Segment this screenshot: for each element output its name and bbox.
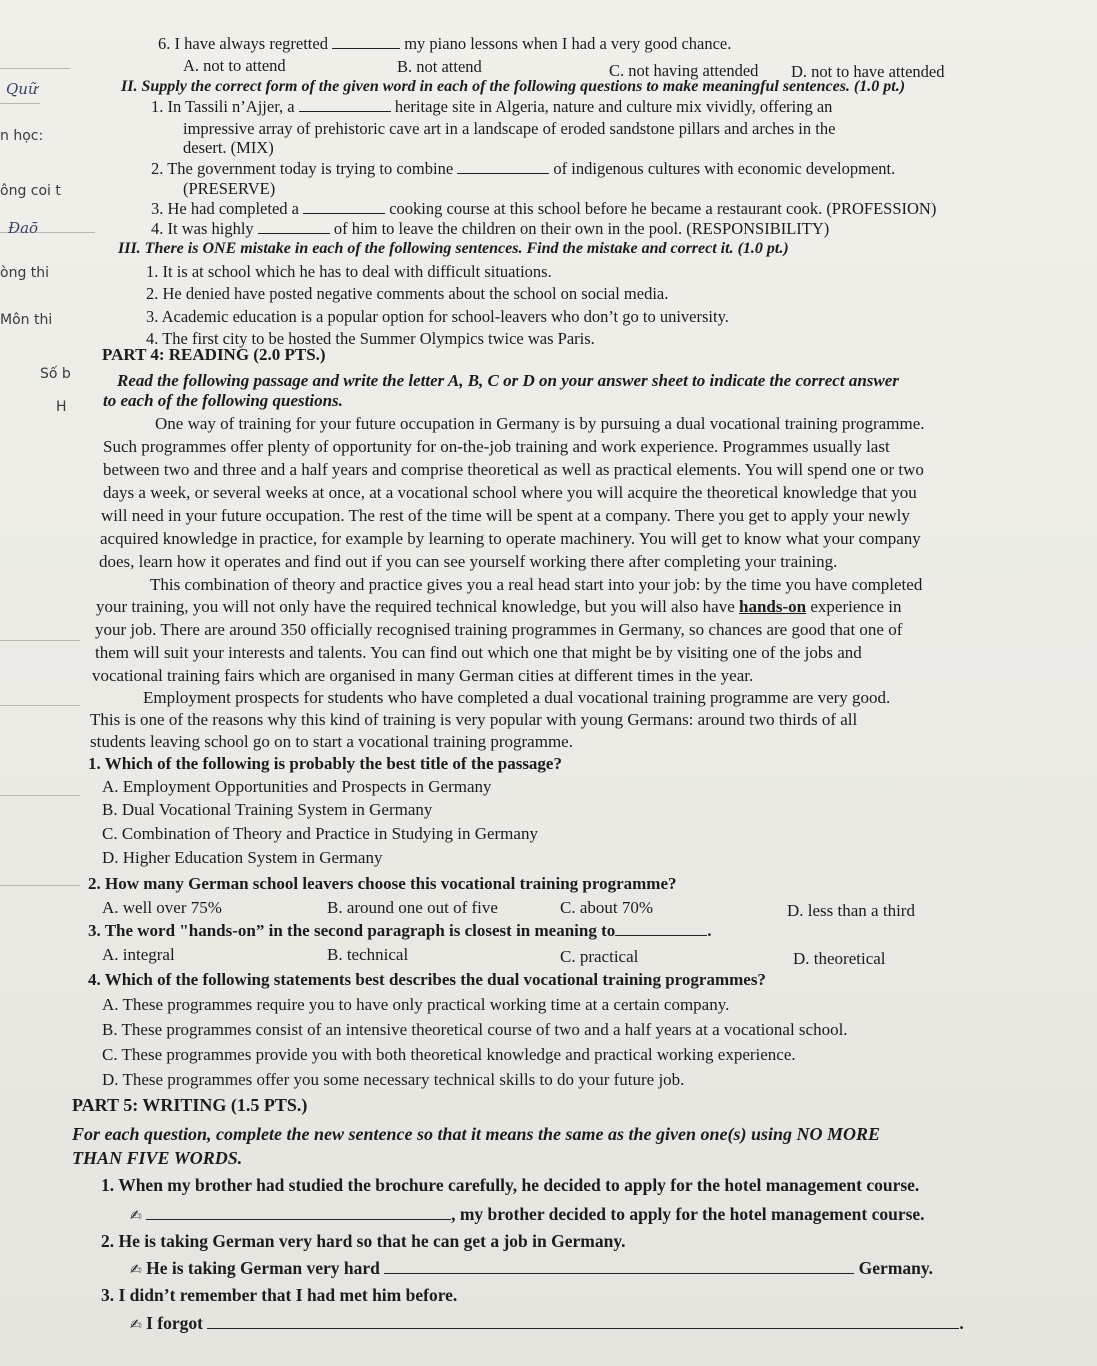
option-a: A. These programmes require you to have only practical working time at a certain company.	[102, 995, 730, 1014]
item-number: 1.	[146, 262, 159, 281]
pen-icon: ✍	[130, 1262, 142, 1278]
item-text: I didn’t remember that I had met him before.	[118, 1285, 458, 1305]
answer-blank[interactable]	[384, 1261, 854, 1274]
passage-text: experience in	[810, 597, 902, 616]
highlighted-word: hands-on	[188, 921, 256, 940]
answer-prefix: I forgot	[146, 1313, 203, 1333]
margin-rule	[0, 640, 80, 641]
handwriting-mark: Đaō	[8, 219, 39, 237]
writing-item-1	[101, 1175, 919, 1196]
margin-text: òng thi	[0, 265, 50, 281]
margin-text: Số b	[40, 366, 71, 382]
margin-rule	[0, 795, 80, 796]
part-5-instruction: For each question, complete the new sentence so that it means the same as the given one(s) using NO MORE	[72, 1124, 881, 1144]
passage-line: One way of training for your future occupation in Germany is by pursuing a dual vocational training programme.	[155, 414, 925, 433]
margin-rule	[0, 885, 80, 886]
answer-suffix: .	[959, 1313, 964, 1333]
answer-prefix: He is taking German very hard	[146, 1258, 380, 1278]
sec2-item-2-line1	[151, 159, 895, 179]
writing-answer-2	[130, 1258, 933, 1279]
reading-question-1: 1. Which of the following is probably the best title of the passage?	[88, 754, 562, 773]
passage-line: This combination of theory and practice gives you a real head start into your job: by the time you have completed	[150, 575, 923, 594]
passage-line: acquired knowledge in practice, for example by learning to operate machinery. You will get to know what your company	[100, 529, 921, 548]
highlighted-word: hands-on	[739, 597, 807, 616]
answer-suffix: , my brother decided to apply for the hotel management course.	[451, 1204, 925, 1224]
passage-line: Employment prospects for students who have completed a dual vocational training programme are very good.	[143, 688, 891, 707]
sec3-item-2	[146, 284, 668, 304]
writing-answer-3	[130, 1313, 964, 1334]
handwriting-mark: Quữ	[6, 80, 38, 98]
section-2-title: II. Supply the correct form of the given word in each of the following questions to make meaningful sentences. (1.0 pt.)	[121, 78, 906, 95]
option-b: B. technical	[327, 945, 409, 964]
margin-text: H	[56, 399, 67, 415]
option-d: D. Higher Education System in Germany	[102, 848, 383, 867]
passage-line: between two and three and a half years and comprise theoretical as well as practical elements. You will spend one or two	[103, 460, 924, 479]
sec2-item-4	[151, 219, 829, 239]
item-number: 1.	[151, 97, 164, 116]
passage-line: your job. There are around 350 officially recognised training programmes in Germany, so chances are good that one of	[95, 620, 903, 639]
option-b: B. around one out of five	[327, 898, 498, 917]
item-number: 3.	[101, 1285, 115, 1305]
item-number: 4.	[151, 219, 164, 238]
item-text: Academic education is a popular option for school-leavers who don’t go to university.	[161, 307, 729, 326]
pen-icon: ✍	[130, 1208, 142, 1224]
item-number: 3.	[151, 199, 164, 218]
part-4-instruction: to each of the following questions.	[103, 391, 343, 410]
option-a: A. Employment Opportunities and Prospects in Germany	[102, 777, 492, 796]
option-a: A. not to attend	[183, 56, 286, 75]
reading-question-3	[88, 921, 712, 941]
option-a: A. well over 75%	[102, 898, 222, 917]
item-text: He had completed a	[167, 199, 299, 218]
stem-text: ” in the second paragraph is closest in meaning to	[255, 921, 616, 940]
item-text: The first city to be hosted the Summer Olympics twice was Paris.	[162, 329, 595, 348]
writing-answer-1	[130, 1204, 925, 1225]
option-d: D. These programmes offer you some necessary technical skills to do your future job.	[102, 1070, 685, 1089]
question-number: 6.	[158, 34, 171, 53]
option-c: C. practical	[560, 947, 639, 966]
option-d: D. theoretical	[793, 949, 886, 968]
answer-blank[interactable]	[207, 1316, 959, 1329]
pen-icon: ✍	[130, 1317, 142, 1333]
item-text: of him to leave the children on their own in the pool. (RESPONSIBILITY)	[333, 219, 830, 238]
margin-text: Môn thi	[0, 312, 53, 328]
passage-line: Such programmes offer plenty of opportunity for on-the-job training and work experience. Programmes usually last	[103, 437, 890, 456]
item-text: In Tassili n’Ajjer, a	[167, 97, 295, 116]
stem-text: my piano lessons when I had a very good chance.	[404, 34, 732, 53]
option-d: D. not to have attended	[791, 62, 945, 81]
passage-line: days a week, or several weeks at once, at a vocational school where you will acquire the theoretical knowledge that you	[103, 483, 917, 502]
option-b: B. Dual Vocational Training System in Germany	[102, 800, 433, 819]
sec3-item-3	[146, 307, 729, 327]
passage-line: will need in your future occupation. The rest of the time will be spent at a company. There you get to apply your newly	[101, 506, 910, 525]
item-number: 4.	[146, 329, 159, 348]
item-number: 2.	[146, 284, 159, 303]
margin-rule	[0, 68, 70, 69]
item-number: 2.	[151, 159, 164, 178]
item-text: It is at school which he has to deal with difficult situations.	[162, 262, 552, 281]
item-text: of indigenous cultures with economic development.	[553, 159, 896, 178]
item-number: 3.	[146, 307, 159, 326]
answer-blank[interactable]	[457, 161, 549, 174]
stem-text: I have always regretted	[174, 34, 328, 53]
item-text: He denied have posted negative comments about the school on social media.	[162, 284, 669, 303]
sec2-item-3	[151, 199, 936, 219]
option-b: B. These programmes consist of an intensive theoretical course of two and a half years at a vocational school.	[102, 1020, 848, 1039]
part-5-heading: PART 5: WRITING (1.5 PTS.)	[72, 1095, 308, 1115]
option-a: A. integral	[102, 945, 175, 964]
part-4-instruction: Read the following passage and write the letter A, B, C or D on your answer sheet to indicate the correct answer	[117, 371, 899, 390]
option-d: D. less than a third	[787, 901, 915, 920]
sec3-item-1	[146, 262, 552, 282]
sec2-item-1-line1	[151, 97, 832, 117]
option-c: C. not having attended	[609, 61, 759, 80]
part-5-instruction: THAN FIVE WORDS.	[72, 1148, 243, 1168]
option-c: C. about 70%	[560, 898, 654, 917]
item-text: It was highly	[167, 219, 254, 238]
stem-text: 3. The word "	[88, 921, 189, 940]
option-c: C. These programmes provide you with both theoretical knowledge and practical working experience.	[102, 1045, 796, 1064]
writing-item-3	[101, 1285, 457, 1306]
item-text: cooking course at this school before he became a restaurant cook. (PROFESSION)	[389, 199, 937, 218]
sec2-item-1-line3: desert. (MIX)	[183, 138, 274, 157]
margin-text: n học:	[0, 128, 44, 144]
option-c: C. Combination of Theory and Practice in Studying in Germany	[102, 824, 538, 843]
passage-line: This is one of the reasons why this kind of training is very popular with young Germans: around two thirds of all	[90, 710, 858, 729]
item-text: heritage site in Algeria, nature and culture mix vividly, offering an	[394, 97, 833, 116]
answer-blank[interactable]	[299, 99, 391, 112]
reading-question-4: 4. Which of the following statements best describes the dual vocational training programmes?	[88, 970, 766, 989]
stem-text: .	[707, 921, 712, 940]
writing-item-2	[101, 1231, 626, 1252]
answer-suffix: Germany.	[858, 1258, 934, 1278]
passage-text: your training, you will not only have the required technical knowledge, but you will also have	[96, 597, 735, 616]
passage-line	[96, 597, 901, 617]
passage-line: vocational training fairs which are organised in many German cities at different times in the year.	[92, 666, 754, 685]
passage-line: them will suit your interests and talents. You can find out which one that might be by visiting one of the jobs and	[95, 643, 862, 662]
item-text: The government today is trying to combine	[167, 159, 454, 178]
item-text: When my brother had studied the brochure carefully, he decided to apply for the hotel management course.	[118, 1175, 920, 1195]
part-4-heading: PART 4: READING (2.0 PTS.)	[102, 345, 326, 364]
answer-blank[interactable]	[258, 221, 330, 234]
item-number: 1.	[101, 1175, 115, 1195]
option-b: B. not attend	[397, 57, 482, 76]
answer-blank[interactable]	[146, 1207, 451, 1220]
question-6-stem	[158, 34, 731, 54]
margin-rule	[0, 103, 40, 104]
reading-question-2: 2. How many German school leavers choose this vocational training programme?	[88, 874, 677, 893]
item-number: 2.	[101, 1231, 115, 1251]
answer-blank[interactable]	[332, 36, 400, 49]
margin-text: ông coi t	[0, 183, 61, 199]
passage-line: does, learn how it operates and find out if you can see yourself working there after completing your training.	[99, 552, 838, 571]
answer-blank[interactable]	[615, 923, 707, 936]
sec2-item-1-line2: impressive array of prehistoric cave art in a landscape of eroded sandstone pillars and arches in the	[183, 119, 836, 138]
passage-line: students leaving school go on to start a vocational training programme.	[90, 732, 573, 751]
section-3-title: III. There is ONE mistake in each of the following sentences. Find the mistake and correct it. (1.0 pt.)	[118, 240, 789, 257]
answer-blank[interactable]	[303, 201, 385, 214]
item-text: He is taking German very hard so that he can get a job in Germany.	[118, 1231, 626, 1251]
margin-rule	[0, 705, 80, 706]
sec2-item-2-line2: (PRESERVE)	[183, 179, 276, 198]
